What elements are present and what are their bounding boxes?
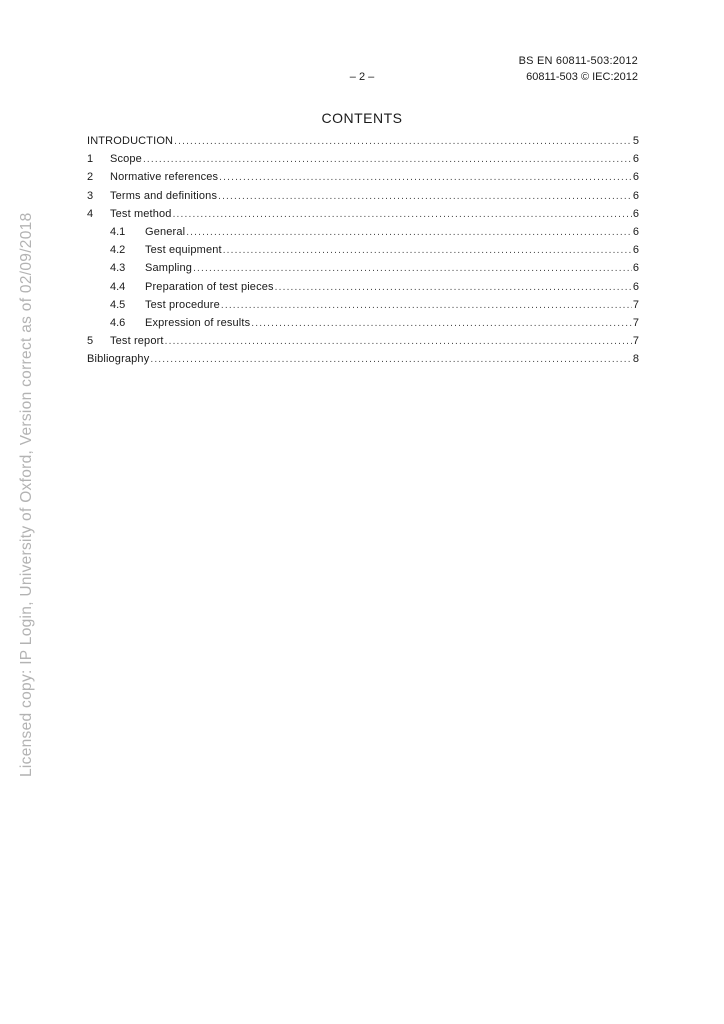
toc-entry-number: 2 xyxy=(87,171,94,184)
toc-entry-introduction[interactable] xyxy=(87,132,639,150)
page-number: – 2 – xyxy=(349,71,375,83)
toc-entry-title: Test equipment xyxy=(145,244,222,257)
toc-entry-title: Test report xyxy=(110,335,164,348)
toc-entry-expression-of-results[interactable] xyxy=(87,314,639,332)
toc-entry-general[interactable] xyxy=(87,223,639,241)
dot-leader xyxy=(143,151,632,169)
toc-entry-sampling[interactable] xyxy=(87,259,639,277)
toc-entry-page: 5 xyxy=(632,135,639,147)
toc-entry-preparation-of-test-pieces[interactable] xyxy=(87,278,639,296)
dot-leader xyxy=(165,333,632,351)
dot-leader xyxy=(173,206,632,224)
toc-entry-number: 4.2 xyxy=(110,244,126,257)
toc-entry-title: Sampling xyxy=(145,262,193,275)
toc-entry-test-procedure[interactable] xyxy=(87,296,639,314)
toc-entry-page: 6 xyxy=(632,171,639,184)
standard-reference: BS EN 60811-503:2012 xyxy=(518,55,638,67)
toc-entry-page: 6 xyxy=(632,153,639,166)
toc-entry-title: Test procedure xyxy=(145,298,220,311)
toc-entry-number: 4.5 xyxy=(110,298,126,311)
toc-entry-number: 4.3 xyxy=(110,262,126,275)
toc-entry-test-report[interactable] xyxy=(87,332,639,350)
license-watermark: Licensed copy: IP Login, University of Oxford, Version correct as of 02/09/2018 xyxy=(18,212,35,777)
toc-entry-title: Scope xyxy=(110,153,142,166)
toc-entry-bibliography[interactable] xyxy=(87,350,639,368)
dot-leader xyxy=(223,242,632,260)
toc-entry-title: Preparation of test pieces xyxy=(145,280,274,293)
dot-leader xyxy=(251,315,632,333)
toc-entry-title: INTRODUCTION xyxy=(87,135,174,147)
toc-entry-title: Expression of results xyxy=(145,316,251,329)
toc-entry-page: 7 xyxy=(632,335,639,348)
toc-entry-test-method[interactable] xyxy=(87,205,639,223)
toc-entry-page: 7 xyxy=(632,316,639,329)
toc-entry-page: 6 xyxy=(632,189,639,202)
table-of-contents xyxy=(87,132,639,368)
toc-entry-terms-and-definitions[interactable] xyxy=(87,187,639,205)
toc-entry-page: 7 xyxy=(632,298,639,311)
header-row xyxy=(0,71,724,85)
toc-entry-number: 4.1 xyxy=(110,225,126,238)
toc-entry-page: 6 xyxy=(632,244,639,257)
toc-entry-number: 4.4 xyxy=(110,280,126,293)
toc-entry-page: 6 xyxy=(632,207,639,220)
toc-entry-title: Normative references xyxy=(110,171,219,184)
dot-leader xyxy=(221,297,632,315)
dot-leader xyxy=(219,169,632,187)
toc-entry-normative-references[interactable] xyxy=(87,168,639,186)
dot-leader xyxy=(150,351,632,369)
toc-entry-page: 6 xyxy=(632,225,639,238)
toc-entry-title: Bibliography xyxy=(87,353,150,366)
toc-entry-number: 1 xyxy=(87,153,94,166)
toc-entry-scope[interactable] xyxy=(87,150,639,168)
toc-entry-title: Terms and definitions xyxy=(110,189,218,202)
toc-entry-number: 4 xyxy=(87,207,94,220)
toc-entry-page: 6 xyxy=(632,280,639,293)
dot-leader xyxy=(218,188,632,206)
toc-entry-number: 3 xyxy=(87,189,94,202)
dot-leader xyxy=(193,260,632,278)
toc-entry-number: 4.6 xyxy=(110,316,126,329)
toc-entry-test-equipment[interactable] xyxy=(87,241,639,259)
toc-entry-title: General xyxy=(145,225,186,238)
toc-entry-number: 5 xyxy=(87,335,94,348)
dot-leader xyxy=(275,279,632,297)
toc-entry-page: 6 xyxy=(632,262,639,275)
dot-leader xyxy=(186,224,632,242)
iec-reference: 60811-503 © IEC:2012 xyxy=(526,71,638,83)
toc-entry-page: 8 xyxy=(632,353,639,366)
toc-entry-title: Test method xyxy=(110,207,172,220)
contents-heading: CONTENTS xyxy=(321,110,403,126)
dot-leader xyxy=(174,133,632,151)
